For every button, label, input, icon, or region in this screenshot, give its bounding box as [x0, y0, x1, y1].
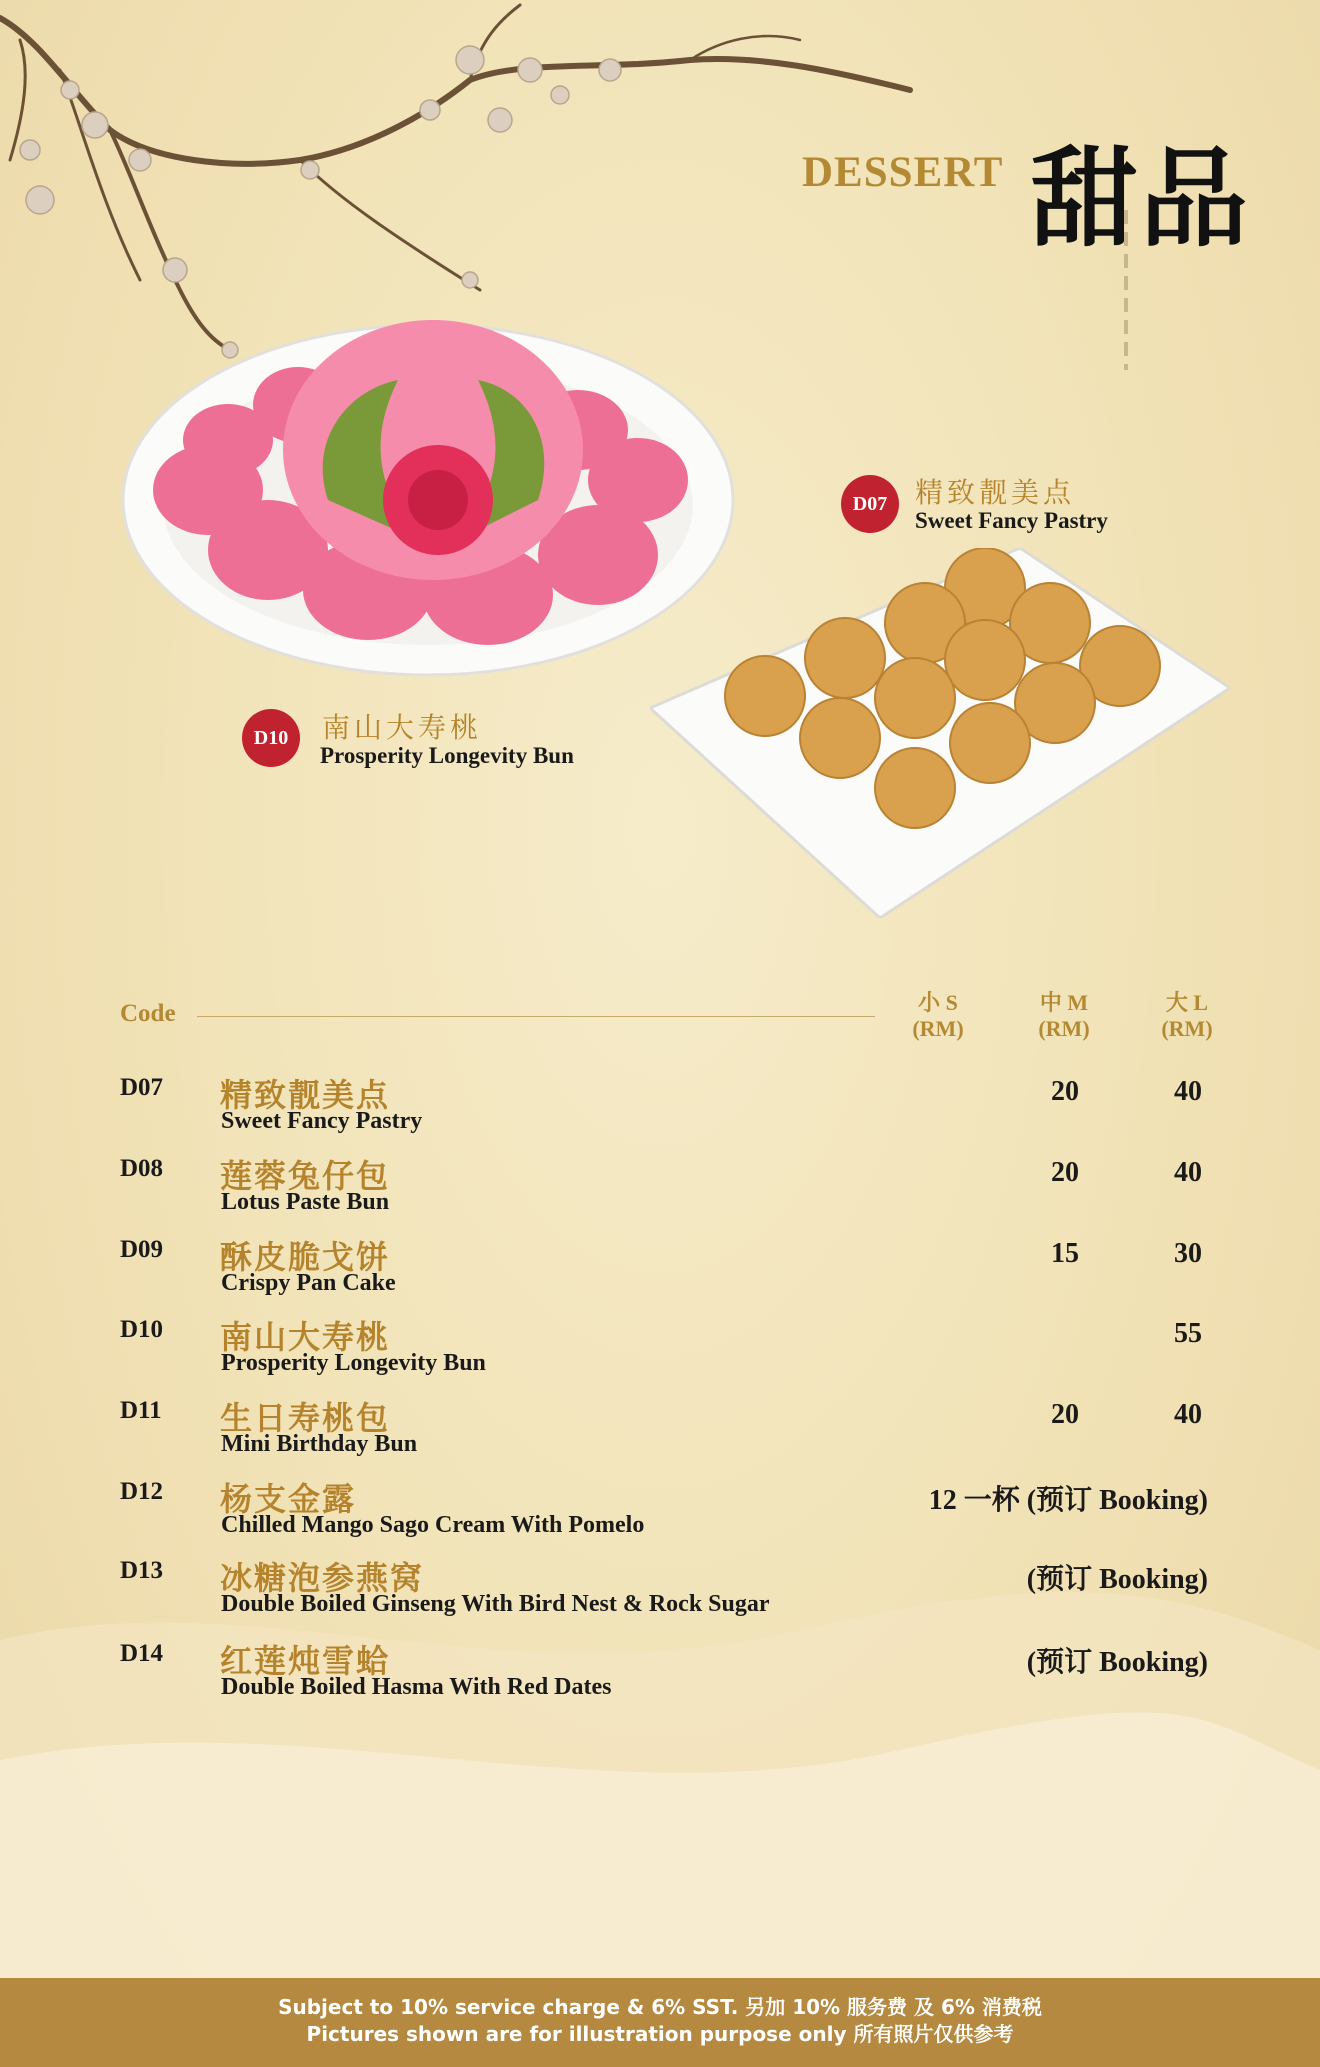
code-column-header: Code — [120, 1000, 176, 1027]
featured-badge-d07: D07 — [841, 475, 899, 533]
size-medium-unit: (RM) — [1038, 1016, 1090, 1041]
price-medium: 20 — [1051, 1076, 1079, 1107]
booking-note: (预订 Booking) — [1026, 1647, 1208, 1678]
price-large: 55 — [1174, 1318, 1202, 1349]
item-name-en: Crispy Pan Cake — [221, 1270, 396, 1296]
item-code: D13 — [120, 1557, 164, 1584]
item-name-en: Prosperity Longevity Bun — [221, 1350, 486, 1376]
menu-row-d09 — [0, 1236, 1320, 1316]
header-divider — [197, 1016, 875, 1017]
featured-name-en-d07: Sweet Fancy Pastry — [915, 508, 1108, 533]
item-code: D09 — [120, 1236, 164, 1263]
item-name-en: Chilled Mango Sago Cream With Pomelo — [221, 1512, 645, 1538]
size-medium-header — [1019, 990, 1109, 1042]
menu-row-d12 — [0, 1478, 1320, 1558]
featured-name-zh-d10: 南山大寿桃 — [322, 713, 483, 744]
size-small-unit: (RM) — [912, 1016, 964, 1041]
item-code: D14 — [120, 1640, 164, 1667]
item-code: D08 — [120, 1155, 164, 1182]
featured-name-en-d10: Prosperity Longevity Bun — [320, 743, 574, 768]
menu-row-d11 — [0, 1397, 1320, 1477]
menu-row-d13 — [0, 1557, 1320, 1637]
item-code: D11 — [120, 1397, 162, 1424]
price-large: 30 — [1174, 1238, 1202, 1269]
title-chinese: 甜品 — [1030, 141, 1251, 260]
booking-note: (预订 Booking) — [1026, 1564, 1208, 1595]
item-code: D07 — [120, 1074, 164, 1101]
item-name-zh: 酥皮脆戈饼 — [220, 1239, 391, 1275]
price-medium: 20 — [1051, 1399, 1079, 1430]
booking-note: 12 一杯 (预订 Booking) — [928, 1485, 1208, 1516]
size-medium-label: 中 M — [1039, 990, 1089, 1015]
price-large: 40 — [1174, 1399, 1202, 1430]
peach-bun-plate-image — [118, 320, 738, 680]
size-small-label: 小 S — [918, 990, 958, 1015]
item-name-zh: 精致靓美点 — [220, 1077, 391, 1113]
size-small-header — [893, 990, 983, 1042]
item-name-zh: 生日寿桃包 — [220, 1400, 391, 1436]
featured-badge-d10: D10 — [242, 709, 300, 767]
item-code: D10 — [120, 1316, 164, 1343]
plum-blossom-branch — [0, 0, 920, 360]
menu-row-d07 — [0, 1074, 1320, 1154]
item-name-zh: 杨支金露 — [220, 1481, 357, 1517]
menu-row-d14 — [0, 1640, 1320, 1720]
item-name-en: Lotus Paste Bun — [221, 1189, 390, 1215]
item-name-zh: 红莲炖雪蛤 — [220, 1643, 391, 1679]
price-medium: 15 — [1051, 1238, 1079, 1269]
footer-service-charge: Subject to 10% service charge & 6% SST. 另加 10% 服务费 及 6% 消费税 — [278, 1995, 1042, 2019]
sesame-pastry-plate-image — [650, 548, 1230, 918]
size-large-unit: (RM) — [1161, 1016, 1213, 1041]
item-name-en: Double Boiled Ginseng With Bird Nest & Rock Sugar — [221, 1591, 770, 1617]
featured-name-zh-d07: 精致靓美点 — [915, 478, 1076, 509]
size-large-header — [1142, 990, 1232, 1042]
item-name-en: Sweet Fancy Pastry — [221, 1108, 423, 1134]
size-large-label: 大 L — [1165, 990, 1209, 1015]
footer-bar — [0, 1978, 1320, 2067]
item-name-zh: 莲蓉兔仔包 — [220, 1158, 391, 1194]
calligraphy-decoration — [1120, 210, 1132, 370]
item-code: D12 — [120, 1478, 164, 1505]
menu-row-d10 — [0, 1316, 1320, 1396]
item-name-en: Double Boiled Hasma With Red Dates — [221, 1674, 612, 1700]
item-name-en: Mini Birthday Bun — [221, 1431, 418, 1457]
price-large: 40 — [1174, 1157, 1202, 1188]
footer-disclaimer: Pictures shown are for illustration purpose only 所有照片仅供参考 — [306, 2022, 1014, 2046]
title-english: DESSERT — [802, 149, 1004, 196]
menu-row-d08 — [0, 1155, 1320, 1235]
item-name-zh: 冰糖泡参燕窝 — [220, 1560, 425, 1596]
price-medium: 20 — [1051, 1157, 1079, 1188]
price-large: 40 — [1174, 1076, 1202, 1107]
item-name-zh: 南山大寿桃 — [220, 1319, 391, 1355]
